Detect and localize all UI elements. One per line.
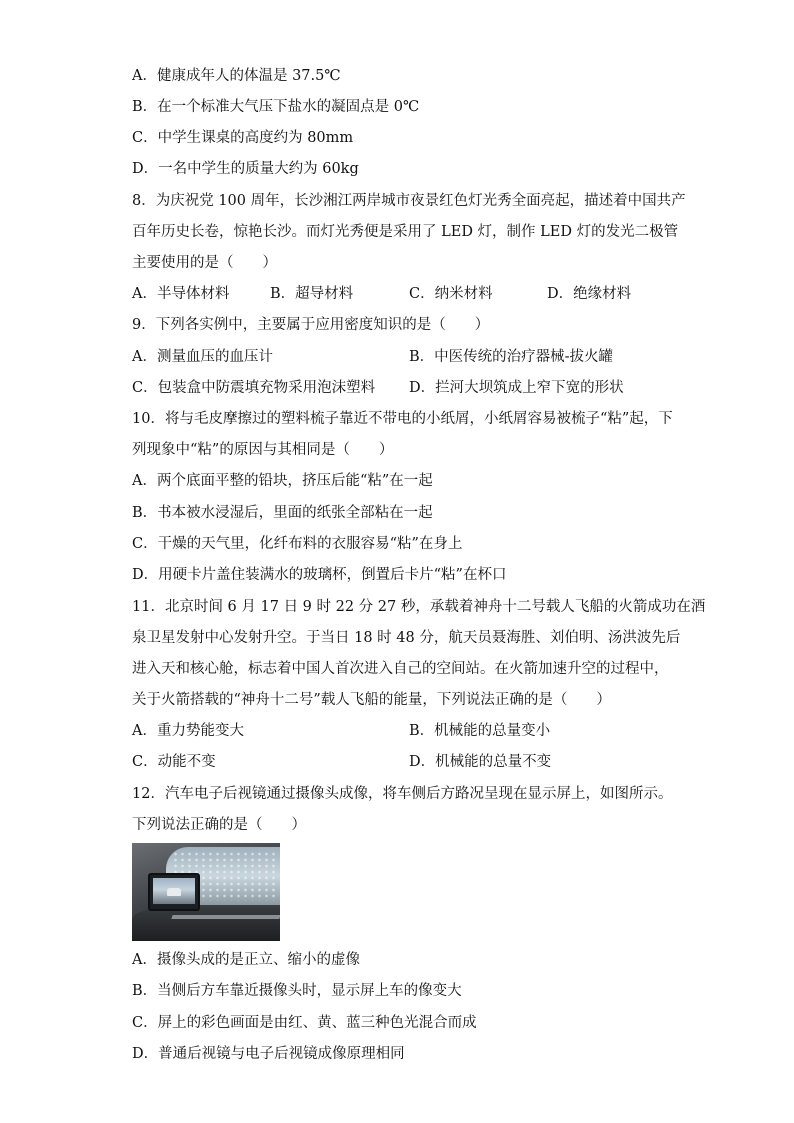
q7-option-d: D．一名中学生的质量大约为 60kg	[132, 161, 359, 177]
q11-stem-line-1: 11．北京时间 6 月 17 日 9 时 22 分 27 秒，承载着神舟十二号载人飞船的火箭成功在酒	[132, 599, 706, 615]
screen-image	[153, 878, 195, 904]
q11-option-b: B．机械能的总量变小	[409, 723, 551, 739]
q7-option-b: B．在一个标准大气压下盐水的凝固点是 0℃	[132, 99, 420, 115]
q10-option-d: D．用硬卡片盖住装满水的玻璃杯，倒置后卡片“粘”在杯口	[132, 567, 507, 583]
q11-stem-line-4: 关于火箭搭载的“神舟十二号”载人飞船的能量，下列说法正确的是（ ）	[132, 692, 611, 708]
q9-option-a: A．测量血压的血压计	[132, 349, 273, 365]
dashboard-trim	[171, 915, 280, 919]
q11-option-c: C．动能不变	[132, 754, 216, 770]
q10-option-c: C．干燥的天气里，化纤布料的衣服容易“粘”在身上	[132, 536, 463, 552]
q8-stem-line-3: 主要使用的是（ ）	[132, 255, 277, 271]
q11-stem-line-2: 泉卫星发射中心发射升空。于当日 18 时 48 分，航天员聂海胜、刘伯明、汤洪波先后	[132, 630, 681, 646]
q11-stem-line-3: 进入天和核心舱，标志着中国人首次进入自己的空间站。在火箭加速升空的过程中，	[132, 661, 669, 677]
q10-option-a: A．两个底面平整的铅块，挤压后能“粘”在一起	[132, 473, 433, 489]
q11-option-a: A．重力势能变大	[132, 723, 244, 739]
rear-car-image	[167, 888, 181, 896]
q11-option-d: D．机械能的总量不变	[409, 754, 552, 770]
q8-option-b: B．超导材料	[270, 286, 354, 302]
q8-option-a: A．半导体材料	[132, 286, 230, 302]
q8-option-c: C．纳米材料	[409, 286, 493, 302]
q7-option-a: A．健康成年人的体温是 37.5℃	[132, 68, 341, 84]
q9-option-b: B．中医传统的治疗器械-拔火罐	[409, 349, 614, 365]
q12-option-c: C．屏上的彩色画面是由红、黄、蓝三种色光混合而成	[132, 1015, 477, 1031]
electronic-mirror-photo	[132, 843, 280, 941]
q8-stem-line-2: 百年历史长卷，惊艳长沙。而灯光秀便是采用了 LED 灯，制作 LED 灯的发光二极管	[132, 224, 679, 240]
q9-stem: 9．下列各实例中，主要属于应用密度知识的是（ ）	[132, 317, 490, 333]
q10-stem-line-1: 10．将与毛皮摩擦过的塑料梳子靠近不带电的小纸屑，小纸屑容易被梳子“粘”起，下	[132, 411, 673, 427]
q7-option-c: C．中学生课桌的高度约为 80mm	[132, 130, 354, 146]
q8-stem-line-1: 8．为庆祝党 100 周年，长沙湘江两岸城市夜景红色灯光秀全面亮起，描述着中国共产	[132, 193, 686, 209]
q12-option-d: D．普通后视镜与电子后视镜成像原理相同	[132, 1046, 405, 1062]
q12-option-b: B．当侧后方车靠近摄像头时，显示屏上车的像变大	[132, 983, 462, 999]
mirror-display-screen	[148, 873, 200, 911]
q10-stem-line-2: 列现象中“粘”的原因与其相同是（ ）	[132, 442, 394, 458]
q8-option-d: D．绝缘材料	[547, 286, 632, 302]
q12-stem-line-1: 12．汽车电子后视镜通过摄像头成像，将车侧后方路况呈现在显示屏上，如图所示。	[132, 786, 673, 802]
q9-option-d: D．拦河大坝筑成上窄下宽的形状	[409, 380, 624, 396]
q12-stem-line-2: 下列说法正确的是（ ）	[132, 817, 306, 833]
q10-option-b: B．书本被水浸湿后，里面的纸张全部粘在一起	[132, 505, 433, 521]
q9-option-c: C．包装盒中防震填充物采用泡沫塑料	[132, 380, 376, 396]
q12-option-a: A．摄像头成的是正立、缩小的虚像	[132, 952, 360, 968]
